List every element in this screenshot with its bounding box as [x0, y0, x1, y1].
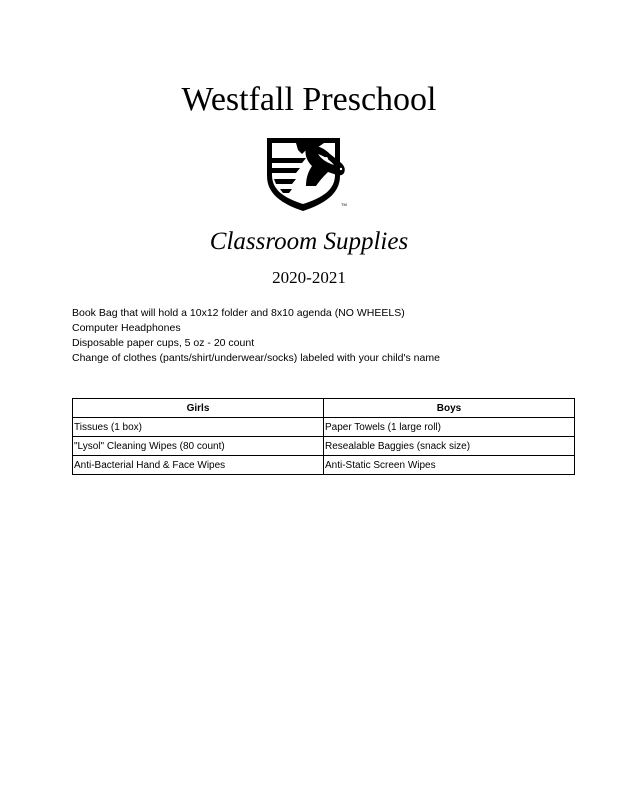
table-cell: Anti-Static Screen Wipes — [324, 456, 575, 475]
svg-text:TM: TM — [341, 202, 347, 207]
list-item: Computer Headphones — [72, 322, 181, 334]
column-header-boys: Boys — [324, 399, 575, 418]
table-cell: Anti-Bacterial Hand & Face Wipes — [73, 456, 324, 475]
table-cell: Paper Towels (1 large roll) — [324, 418, 575, 437]
mustang-horse-shield-icon — [262, 132, 357, 212]
column-header-girls: Girls — [73, 399, 324, 418]
table-row — [73, 418, 575, 437]
school-year: 2020-2021 — [272, 268, 346, 287]
table-cell: Tissues (1 box) — [73, 418, 324, 437]
supply-list — [72, 306, 440, 366]
table-row — [73, 456, 575, 475]
list-item: Disposable paper cups, 5 oz - 20 count — [72, 337, 255, 349]
list-item: Book Bag that will hold a 10x12 folder and 8x10 agenda (NO WHEELS) — [72, 307, 405, 319]
list-item: Change of clothes (pants/shirt/underwear/socks) labeled with your child's name — [72, 352, 440, 364]
page-title: Westfall Preschool — [181, 81, 437, 118]
table-row — [73, 437, 575, 456]
supplies-table — [72, 398, 575, 475]
table-cell: Resealable Baggies (snack size) — [324, 437, 575, 456]
table-cell: "Lysol" Cleaning Wipes (80 count) — [73, 437, 324, 456]
table-header-row — [73, 399, 575, 418]
document-subtitle: Classroom Supplies — [209, 228, 409, 255]
